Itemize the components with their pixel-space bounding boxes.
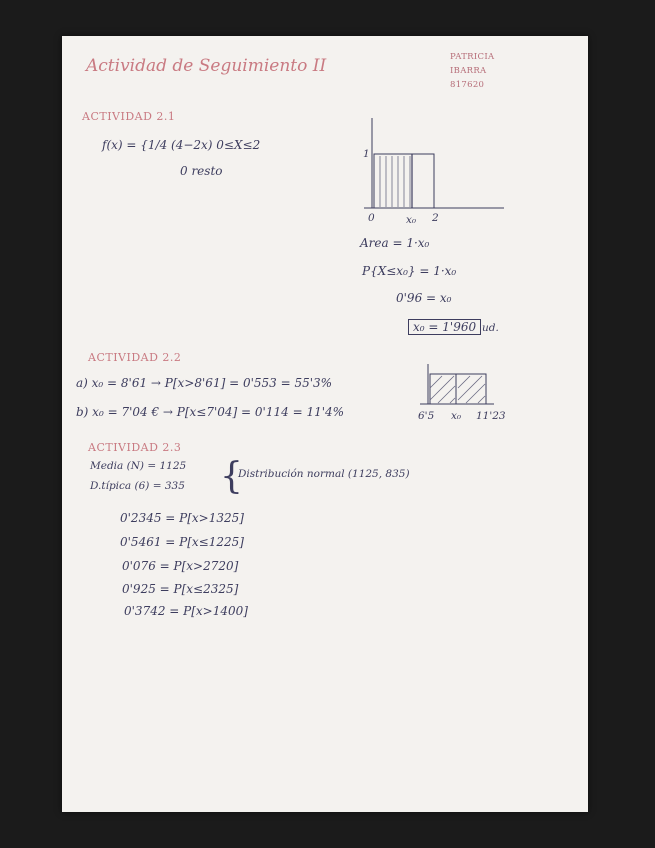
result-row-4: 0'925 = P[x≤2325] xyxy=(122,582,239,596)
graph-x-tick-0: 0 xyxy=(368,212,375,224)
brace-icon: { xyxy=(220,456,243,497)
density-otherwise-line: 0 resto xyxy=(180,164,223,178)
activity-2-2-graph xyxy=(62,36,588,812)
graph2-x-tick-x0: x₀ xyxy=(451,410,462,422)
page-title: Actividad de Seguimiento II xyxy=(86,56,327,76)
result-row-2: 0'5461 = P[x≤1225] xyxy=(120,535,244,549)
activity-2-2-line-b: b) x₀ = 7'04 € → P[x≤7'04] = 0'114 = 11'4% xyxy=(76,405,345,419)
activity-2-1-heading: ACTIVIDAD 2.1 xyxy=(82,110,176,123)
graph2-hatching xyxy=(430,376,485,403)
mean-line: Media (N) = 1125 xyxy=(90,460,187,472)
result-row-1: 0'2345 = P[x>1325] xyxy=(120,511,244,525)
graph2-x-tick-start: 6'5 xyxy=(418,410,435,422)
result-row-5: 0'3742 = P[x>1400] xyxy=(124,604,248,618)
std-dev-line: D.típica (6) = 335 xyxy=(90,480,185,492)
notebook-page xyxy=(62,36,588,812)
step-value: 0'96 = x₀ xyxy=(396,291,452,305)
graph2-x-tick-end: 11'23 xyxy=(476,410,506,422)
distribution-label: Distribución normal (1125, 835) xyxy=(238,468,410,480)
author-id: 817620 xyxy=(450,80,485,90)
activity-2-2-heading: ACTIVIDAD 2.2 xyxy=(88,351,182,364)
activity-2-2-line-a: a) x₀ = 8'61 → P[x>8'61] = 0'553 = 55'3% xyxy=(76,376,333,390)
step-probability: P{X≤x₀} = 1·x₀ xyxy=(362,264,457,278)
result-unit: ud. xyxy=(482,322,499,334)
author-first-name: PATRICIA xyxy=(450,52,495,62)
graph-x-tick-x0: x₀ xyxy=(406,214,417,226)
author-last-name: IBARRA xyxy=(450,66,487,76)
step-area: Area = 1·x₀ xyxy=(360,236,430,250)
result-box: x₀ = 1'960 xyxy=(408,319,481,335)
result-row-3: 0'076 = P[x>2720] xyxy=(122,559,239,573)
activity-2-3-heading: ACTIVIDAD 2.3 xyxy=(88,441,182,454)
graph-y-tick-1: 1 xyxy=(363,148,370,160)
density-function-line: f(x) = {1/4 (4−2x) 0≤X≤2 xyxy=(102,138,261,152)
graph-x-tick-2: 2 xyxy=(432,212,439,224)
